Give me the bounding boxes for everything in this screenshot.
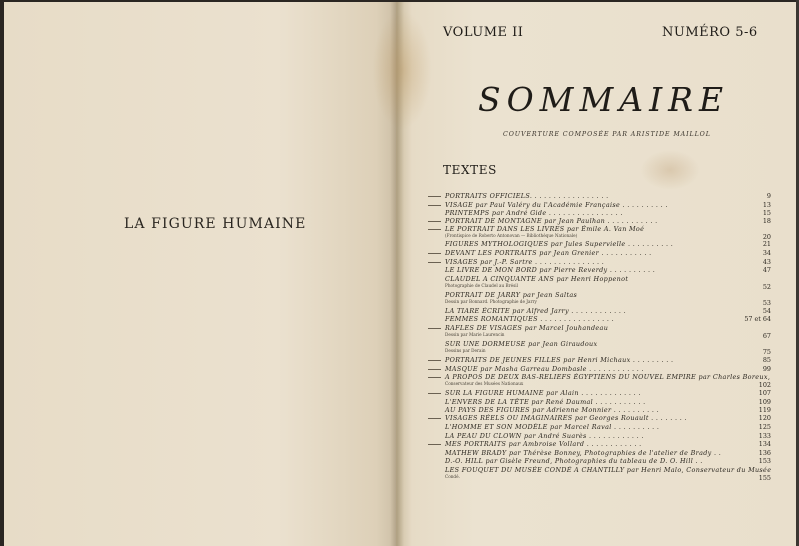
toc-entry-title: VISAGES par J.-P. Sartre . . . . . . . . . . . . . . .: [445, 258, 605, 266]
section-heading: TEXTES: [443, 163, 497, 177]
cover-credit: COUVERTURE COMPOSÉE PAR ARISTIDE MAILLOL: [503, 131, 711, 138]
toc-entry-page: 125: [758, 423, 771, 431]
toc-entry: [445, 275, 771, 291]
page-heading: SOMMAIRE: [478, 80, 730, 119]
toc-entry-title: VISAGES RÉELS OU IMAGINAIRES par Georges Rouault . . . . . . . .: [445, 414, 687, 422]
toc-entry-page: 54: [762, 307, 771, 315]
toc-entry-page: 57 et 64: [744, 315, 771, 323]
toc-entry-title: L'HOMME ET SON MODÈLE par Marcel Raval . . . . . . . . . .: [445, 423, 660, 431]
toc-entry-title: FIGURES MYTHOLOGIQUES par Jules Supervielle . . . . . . . . . .: [445, 240, 674, 248]
toc-entry: [445, 291, 771, 307]
toc-entry: [445, 225, 771, 241]
toc-entry-credit: Dessins par Derain: [445, 348, 486, 353]
toc-entry-title: SUR UNE DORMEUSE par Jean Giraudoux: [445, 340, 598, 348]
toc-entry-page: 133: [758, 432, 771, 440]
toc-entry-title: LES FOUQUET DU MUSÉE CONDÉ A CHANTILLY par Henri Malo, Conservateur du Musée: [445, 466, 772, 474]
toc-entry-title: LA TIARE ÉCRITE par Alfred Jarry . . . . . . . . . . . .: [445, 307, 627, 315]
toc-entry: [445, 324, 771, 340]
toc-entry-title: L'ENVERS DE LA TÊTE par René Daumal . . . . . . . . . . .: [445, 398, 646, 406]
toc-entry-page: 120: [758, 414, 771, 422]
toc-entry: [445, 340, 771, 356]
toc-entry-credit: Dessin par Marie Laurencin: [445, 332, 505, 337]
pencil-mark: [428, 253, 441, 254]
toc-entry-title: PORTRAIT DE MONTAGNE par Jean Paulhan . . . . . . . . . . .: [445, 217, 658, 225]
toc-entry-title: LA PEAU DU CLOWN par André Suarès . . . . . . . . . . . .: [445, 432, 644, 440]
left-page-title: LA FIGURE HUMAINE: [124, 216, 307, 232]
toc-entry-page: 18: [762, 217, 771, 225]
pencil-mark: [428, 205, 441, 206]
toc-entry-title: MASQUE par Masha Garreau Dombasle . . . . . . . . . . . .: [445, 365, 644, 373]
toc-entry-credit: Photographie de Claudel au Brésil: [445, 283, 518, 288]
toc-entry-page: 102: [758, 381, 771, 389]
pencil-mark: [428, 393, 441, 394]
toc-entry-title: AU PAYS DES FIGURES par Adrienne Monnier . . . . . . . . . .: [445, 406, 660, 414]
toc-entry-credit: Dessin par Bonnard. Photographie de Jarry: [445, 299, 537, 304]
toc-entry-page: 20: [762, 233, 771, 241]
toc-entry-title: LE PORTRAIT DANS LES LIVRES par Émile A. Van Moé: [445, 225, 645, 233]
toc-entry-page: 34: [762, 249, 771, 257]
toc-entry-title: D.-O. HILL par Gisèle Freund, Photographies du tableau de D. O. Hill . .: [445, 457, 703, 465]
toc-entry-page: 15: [762, 209, 771, 217]
toc-entry: [445, 373, 771, 389]
toc-entry-title: A PROPOS DE DEUX BAS-RELIEFS ÉGYPTIENS DU NOUVEL EMPIRE par Charles Boreux,: [445, 373, 771, 381]
toc-entry-title: SUR LA FIGURE HUMAINE par Alain . . . . . . . . . . . . .: [445, 389, 641, 397]
volume-label: VOLUME II: [443, 25, 524, 40]
toc-entry-page: 85: [762, 356, 771, 364]
toc-entry-page: 43: [762, 258, 771, 266]
age-stain: [640, 150, 700, 190]
toc-entry-title: CLAUDEL A CINQUANTE ANS par Henri Hoppenot: [445, 275, 629, 283]
pencil-mark: [428, 360, 441, 361]
toc-entry-page: 155: [758, 474, 771, 482]
toc-entry-title: RAFLES DE VISAGES par Marcel Jouhandeau: [445, 324, 609, 332]
toc-entry-page: 9: [766, 192, 771, 200]
pencil-mark: [428, 196, 441, 197]
pencil-mark: [428, 369, 441, 370]
left-page: [4, 2, 396, 546]
toc-entry-page: 134: [758, 440, 771, 448]
issue-number: NUMÉRO 5-6: [662, 25, 758, 40]
toc-entry-page: 13: [762, 201, 771, 209]
toc-entry-credit: Conservateur des Musées Nationaux: [445, 381, 524, 386]
toc-entry-page: 75: [762, 348, 771, 356]
pencil-mark: [428, 262, 441, 263]
toc-entry-title: DEVANT LES PORTRAITS par Jean Grenier . . . . . . . . . . .: [445, 249, 652, 257]
toc-entry-page: 119: [758, 406, 771, 414]
toc-entry-page: 99: [762, 365, 771, 373]
toc-entry-page: 107: [758, 389, 771, 397]
pencil-mark: [428, 328, 441, 329]
toc-entry-title: PRINTEMPS par André Gide . . . . . . . . . . . . . . . .: [445, 209, 623, 217]
toc-entry-credit: (Frontispice de Roberto Antonovan — Bibliothèque Nationale): [445, 233, 578, 238]
toc-entry: [445, 466, 772, 482]
toc-entry-page: 47: [762, 266, 771, 274]
toc-entry-title: PORTRAIT DE JARRY par Jean Saltas: [445, 291, 578, 299]
pencil-mark: [428, 418, 441, 419]
pencil-mark: [428, 377, 441, 378]
toc-entry-title: LE LIVRE DE MON BORD par Pierre Reverdy . . . . . . . . . .: [445, 266, 656, 274]
toc-entry-title: PORTRAITS DE JEUNES FILLES par Henri Michaux . . . . . . . . .: [445, 356, 674, 364]
toc-entry-page: 67: [762, 332, 771, 340]
pencil-mark: [428, 221, 441, 222]
pencil-mark: [428, 444, 441, 445]
toc-entry-page: 153: [758, 457, 771, 465]
toc-entry-title: PORTRAITS OFFICIELS. . . . . . . . . . . . . . . . .: [445, 192, 609, 200]
toc-entry-page: 52: [762, 283, 771, 291]
toc-entry-page: 136: [758, 449, 771, 457]
toc-entry-title: MES PORTRAITS par Ambroise Vollard . . . . . . . . . . . .: [445, 440, 642, 448]
pencil-mark: [428, 229, 441, 230]
toc-entry-page: 21: [762, 240, 771, 248]
toc-entry-title: MATHEW BRADY par Thérèse Bonney, Photographies de l'atelier de Brady . .: [445, 449, 722, 457]
toc-entry-page: 53: [762, 299, 771, 307]
toc-entry-credit: Condé.: [445, 474, 460, 479]
toc-entry-title: VISAGE par Paul Valéry du l'Académie Française . . . . . . . . . .: [445, 201, 668, 209]
toc-entry-title: FEMMES ROMANTIQUES . . . . . . . . . . . . . . . .: [445, 315, 615, 323]
age-stain: [372, 10, 432, 130]
toc-entry-page: 109: [758, 398, 771, 406]
